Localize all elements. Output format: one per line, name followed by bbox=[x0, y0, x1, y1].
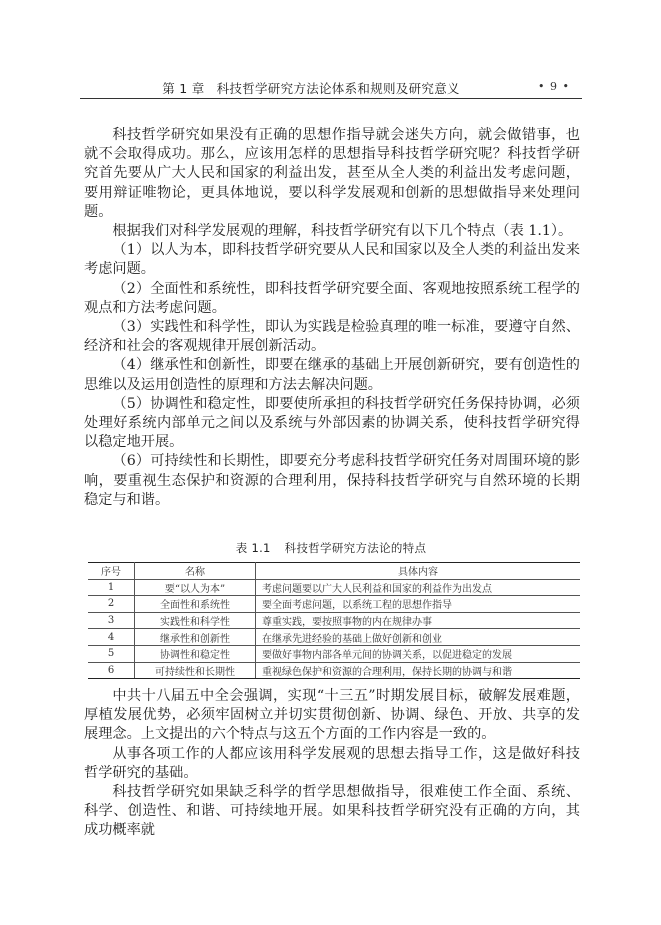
list-item-paragraph: （3）实践性和科学性，即认为实践是检验真理的唯一标准，要遵守自然、经济和社会的客观规律开展创新活动。 bbox=[84, 319, 580, 355]
cell-no: 3 bbox=[88, 612, 135, 629]
table-caption-title: 科技哲学研究方法论的特点 bbox=[284, 541, 427, 555]
page-number: • 9 • bbox=[538, 80, 570, 93]
table-caption-number: 表 1.1 bbox=[235, 541, 271, 555]
list-item-paragraph: （1）以人为本，即科技哲学研究要从人民和国家以及全人类的利益出发来考虑问题。 bbox=[84, 242, 580, 278]
cell-content: 在继承先进经验的基础上做好创新和创业 bbox=[256, 629, 581, 646]
chapter-label: 第 1 章 bbox=[162, 81, 205, 96]
cell-content: 尊重实践，要按照事物的内在规律办事 bbox=[256, 612, 581, 629]
cell-content: 要做好事物内部各单元间的协调关系，以促进稳定的发展 bbox=[256, 645, 581, 662]
paragraph: 科技哲学研究如果缺乏科学的哲学思想做指导，很难使工作全面、系统、科学、创造性、和谐、可持续地开展。如果科技哲学研究没有正确的方向，其成功概率就 bbox=[84, 784, 580, 839]
cell-content: 要全面考虑问题，以系统工程的思想作指导 bbox=[256, 596, 581, 613]
running-header-title bbox=[80, 79, 582, 97]
cell-no: 1 bbox=[88, 579, 135, 596]
cell-name: 继承性和创新性 bbox=[135, 629, 256, 646]
cell-no: 2 bbox=[88, 596, 135, 613]
cell-name: 可持续性和长期性 bbox=[135, 662, 256, 679]
list-item-paragraph: （4）继承性和创新性，即要在继承的基础上开展创新研究，要有创造性的思维以及运用创造性的原理和方法去解决问题。 bbox=[84, 357, 580, 393]
paragraph: 根据我们对科学发展观的理解，科技哲学研究有以下几个特点（表 1.1）。 bbox=[112, 223, 573, 240]
column-header-no: 序号 bbox=[88, 563, 135, 580]
table-header-row bbox=[88, 563, 580, 580]
paragraph: 科技哲学研究如果没有正确的思想作指导就会迷失方向，就会做错事，也就不会取得成功。那么，应该用怎样的思想指导科技哲学研究呢？科技哲学研究首先要从广大人民和国家的利益出发，甚至从全人类的利益出发考虑问题，要用辩证唯物论，更具体地说，要以科学发展观和创新的思想做指导来处理问题。 bbox=[84, 127, 580, 220]
cell-no: 6 bbox=[88, 662, 135, 679]
table-caption bbox=[80, 540, 582, 556]
cell-name: 实践性和科学性 bbox=[135, 612, 256, 629]
table-row bbox=[88, 596, 580, 613]
list-item-paragraph: （6）可持续性和长期性，即要充分考虑科技哲学研究任务对周围环境的影响，要重视生态保护和资源的合理利用，保持科技哲学研究与自然环境的长期稳定与和谐。 bbox=[84, 453, 580, 508]
cell-name: 全面性和系统性 bbox=[135, 596, 256, 613]
chapter-title: 科技哲学研究方法论体系和规则及研究意义 bbox=[216, 81, 460, 96]
table-row bbox=[88, 629, 580, 646]
table-row bbox=[88, 612, 580, 629]
column-header-name: 名称 bbox=[135, 563, 256, 580]
cell-content: 考虑问题要以广大人民利益和国家的利益作为出发点 bbox=[256, 579, 581, 596]
table-row bbox=[88, 579, 580, 596]
features-table bbox=[88, 562, 580, 679]
running-header bbox=[80, 76, 582, 99]
cell-name: 要“以人为本” bbox=[135, 579, 256, 596]
column-header-content: 具体内容 bbox=[256, 563, 581, 580]
body-text-section-b bbox=[84, 687, 580, 841]
table-row bbox=[88, 662, 580, 679]
list-item-paragraph: （5）协调性和稳定性，即要使所承担的科技哲学研究任务保持协调，必须处理好系统内部单元之间以及系统与外部因素的协调关系，使科技哲学研究得以稳定地开展。 bbox=[84, 395, 580, 451]
cell-name: 协调性和稳定性 bbox=[135, 645, 256, 662]
cell-content: 重视绿色保护和资源的合理利用，保持长期的协调与和谐 bbox=[256, 662, 581, 679]
paragraph: 从事各项工作的人都应该用科学发展观的思想去指导工作，这是做好科技哲学研究的基础。 bbox=[84, 745, 580, 781]
body-text-section-a bbox=[84, 126, 580, 510]
paragraph: 中共十八届五中全会强调，实现“十三五”时期发展目标，破解发展难题，厚植发展优势，必须牢固树立并切实贯彻创新、协调、绿色、开放、共享的发展理念。上文提出的六个特点与这五个方面的工作内容是一致的。 bbox=[84, 688, 580, 743]
list-item-paragraph: （2）全面性和系统性，即科技哲学研究要全面、客观地按照系统工程学的观点和方法考虑问题。 bbox=[84, 280, 580, 316]
cell-no: 5 bbox=[88, 645, 135, 662]
table-row bbox=[88, 645, 580, 662]
cell-no: 4 bbox=[88, 629, 135, 646]
